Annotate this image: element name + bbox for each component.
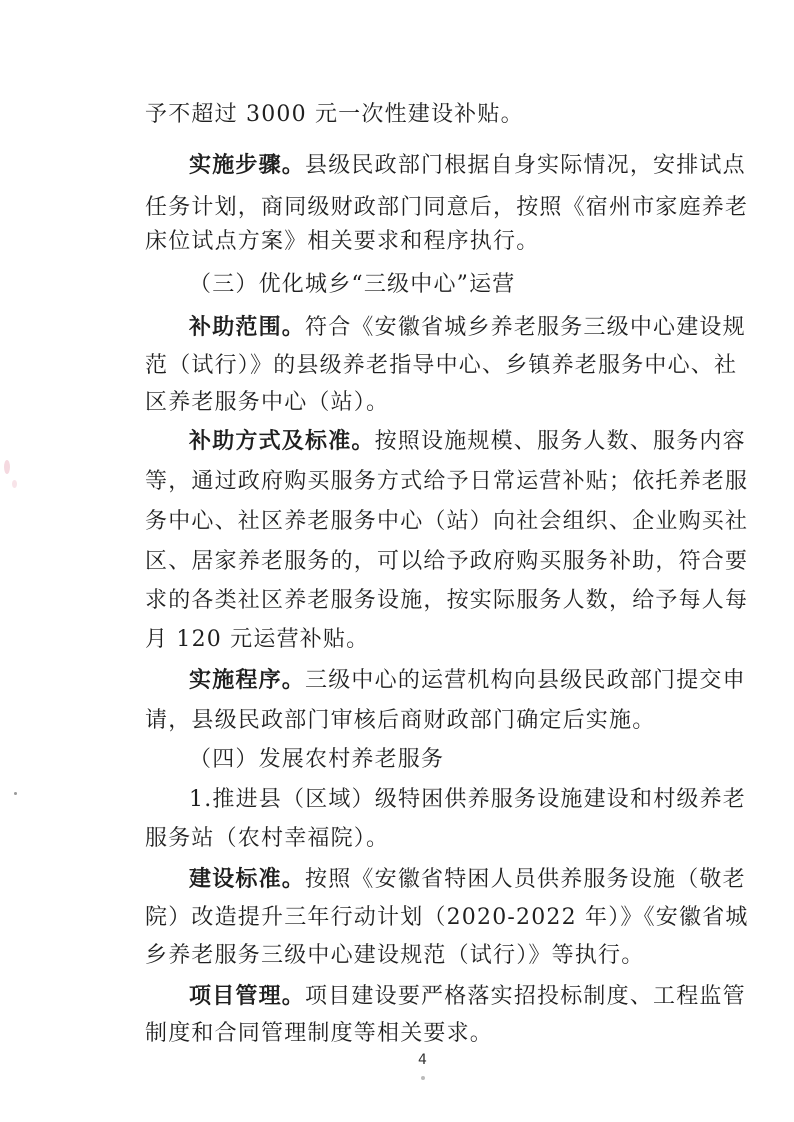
paragraph-line: 等，通过政府购买服务方式给予日常运营补贴；依托养老服: [145, 469, 749, 494]
paragraph-line: [189, 426, 746, 457]
paragraph-line: 服务站（农村幸福院）。: [145, 826, 390, 851]
section-heading: （三）优化城乡“三级中心”运营: [189, 272, 516, 297]
paragraph-line: 予不超过 3000 元一次性建设补贴。: [145, 102, 524, 127]
paragraph-line: 请，县级民政部门审核后商财政部门确定后实施。: [145, 708, 656, 733]
paragraph-title: 项目管理。: [189, 983, 306, 1009]
paragraph-text: 按照《安徽省特困人员供养服务设施（敬老: [305, 867, 746, 892]
paragraph-line: 任务计划，商同级财政部门同意后，按照《宿州市家庭养老: [145, 195, 749, 220]
scan-mark: [12, 480, 17, 488]
paragraph-line: 区、居家养老服务的，可以给予政府购买服务补助，符合要: [145, 549, 749, 574]
paragraph-line: 务中心、社区养老服务中心（站）向社会组织、企业购买社: [145, 509, 749, 534]
scan-mark: [14, 792, 17, 795]
paragraph-line: [189, 864, 746, 895]
paragraph-text: 按照设施规模、服务人数、服务内容: [374, 429, 746, 454]
scan-mark: [4, 460, 10, 474]
paragraph-text: 符合《安徽省城乡养老服务三级中心建设规: [305, 315, 746, 340]
paragraph-line: 乡养老服务三级中心建设规范（试行）》等执行。: [145, 943, 645, 968]
paragraph-line: 月 120 元运营补贴。: [145, 627, 370, 652]
paragraph-line: 床位试点方案》相关要求和程序执行。: [145, 229, 540, 254]
paragraph-line: [189, 150, 746, 181]
page-number: 4: [418, 1052, 427, 1068]
paragraph-title: 建设标准。: [189, 866, 306, 892]
paragraph-line: [189, 665, 746, 696]
paragraph-line: 求的各类社区养老服务设施，按实际服务人数，给予每人每: [145, 588, 749, 613]
paragraph-text: 项目建设要严格落实招投标制度、工程监管: [305, 984, 746, 1009]
paragraph-line: [189, 312, 746, 343]
section-heading: （四）发展农村养老服务: [189, 747, 445, 772]
paragraph-text: 县级民政部门根据自身实际情况，安排试点: [305, 153, 746, 178]
paragraph-text: 三级中心的运营机构向县级民政部门提交申: [305, 668, 746, 693]
paragraph-line: 制度和合同管理制度等相关要求。: [145, 1021, 494, 1046]
paragraph-title: 补助方式及标准。: [189, 428, 375, 454]
paragraph-line: 区养老服务中心（站）。: [145, 390, 390, 415]
paragraph-line: [189, 981, 746, 1012]
paragraph-line: 范（试行）》的县级养老指导中心、乡镇养老服务中心、社: [145, 353, 738, 378]
scan-mark: [421, 1076, 425, 1080]
paragraph-line: 1.推进县（区域）级特困供养服务设施建设和村级养老: [189, 787, 746, 812]
paragraph-line: 院）改造提升三年行动计划（2020-2022 年）》《安徽省城: [145, 905, 749, 930]
paragraph-title: 补助范围。: [189, 314, 306, 340]
paragraph-title: 实施步骤。: [189, 152, 306, 178]
paragraph-title: 实施程序。: [189, 667, 306, 693]
